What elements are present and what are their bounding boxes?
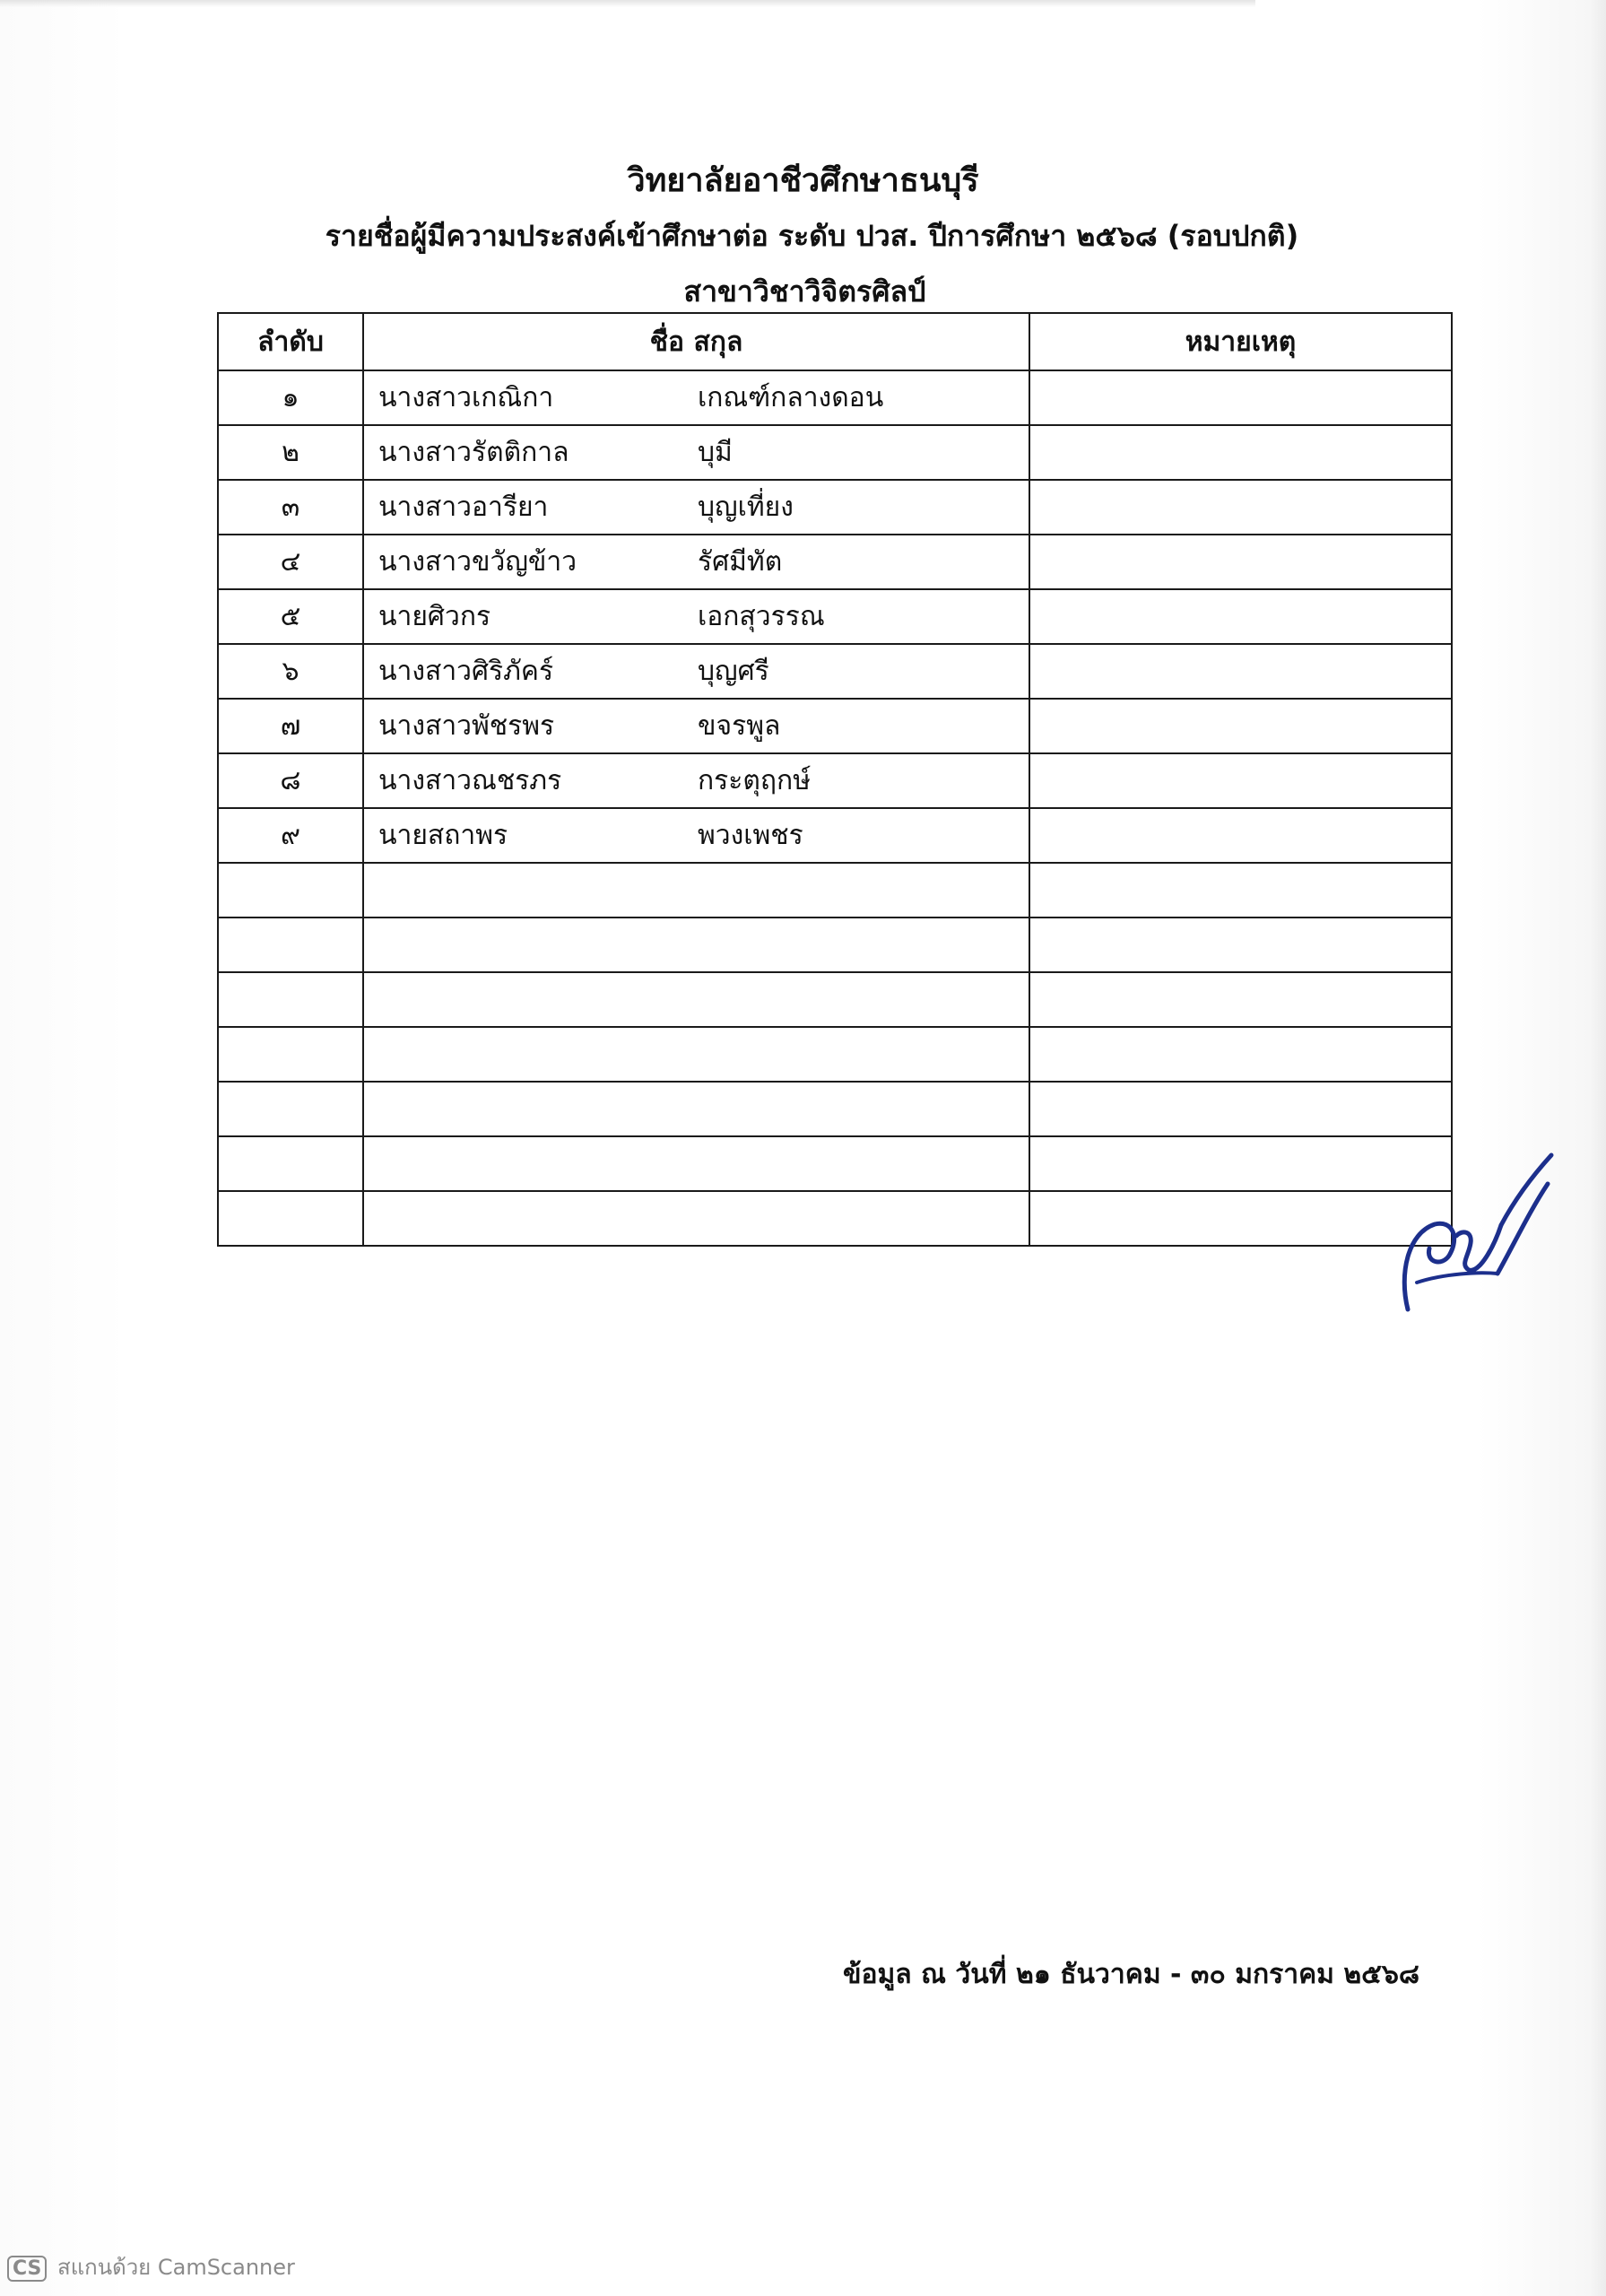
first-name: นายศิวกร xyxy=(378,601,491,632)
row-number: ๓ xyxy=(218,480,363,535)
row-name xyxy=(363,370,1029,425)
empty-cell xyxy=(1029,863,1452,918)
empty-table-row xyxy=(218,863,1452,918)
row-note xyxy=(1029,753,1452,808)
first-name: นางสาวพัชรพร xyxy=(378,710,555,742)
empty-table-row xyxy=(218,1136,1452,1191)
first-name: นางสาวอารียา xyxy=(378,491,549,523)
row-name xyxy=(363,644,1029,699)
camscanner-text: สแกนด้วย CamScanner xyxy=(57,2255,295,2280)
signature-mark xyxy=(1363,1139,1569,1327)
row-note xyxy=(1029,644,1452,699)
empty-table-row xyxy=(218,1191,1452,1246)
first-name: นางสาวรัตติกาล xyxy=(378,437,569,468)
row-name xyxy=(363,535,1029,589)
row-note xyxy=(1029,425,1452,480)
table-row xyxy=(218,699,1452,753)
empty-cell xyxy=(363,918,1029,972)
row-note xyxy=(1029,480,1452,535)
last-name: รัศมีทัต xyxy=(698,546,783,578)
empty-cell xyxy=(363,1191,1029,1246)
last-name: เอกสุวรรณ xyxy=(698,601,825,632)
last-name: บุญเที่ยง xyxy=(698,491,794,523)
table-row xyxy=(218,589,1452,644)
row-name xyxy=(363,425,1029,480)
row-number: ๔ xyxy=(218,535,363,589)
table-row xyxy=(218,425,1452,480)
last-name: เกณฑ์กลางดอน xyxy=(698,382,884,413)
last-name: ขจรพูล xyxy=(698,710,781,742)
row-note xyxy=(1029,589,1452,644)
first-name: นางสาวขวัญข้าว xyxy=(378,546,577,578)
table-row xyxy=(218,370,1452,425)
row-note xyxy=(1029,370,1452,425)
row-note xyxy=(1029,699,1452,753)
empty-cell xyxy=(218,1082,363,1136)
empty-cell xyxy=(363,1027,1029,1082)
empty-cell xyxy=(1029,1027,1452,1082)
header-no: ลำดับ xyxy=(218,313,363,370)
row-name xyxy=(363,699,1029,753)
empty-cell xyxy=(363,972,1029,1027)
row-note xyxy=(1029,535,1452,589)
first-name: นางสาวศิริภัคร์ xyxy=(378,656,554,687)
empty-table-row xyxy=(218,918,1452,972)
scan-right-edge xyxy=(1590,0,1606,2296)
row-name xyxy=(363,753,1029,808)
applicant-table xyxy=(217,312,1453,1247)
row-note xyxy=(1029,808,1452,863)
empty-cell xyxy=(218,918,363,972)
row-number: ๗ xyxy=(218,699,363,753)
first-name: นางสาวณชรภร xyxy=(378,765,562,796)
empty-cell xyxy=(218,1136,363,1191)
empty-cell xyxy=(218,972,363,1027)
row-name xyxy=(363,589,1029,644)
table-header-row xyxy=(218,313,1452,370)
table-row xyxy=(218,535,1452,589)
row-number: ๙ xyxy=(218,808,363,863)
table-row xyxy=(218,753,1452,808)
empty-table-row xyxy=(218,1082,1452,1136)
empty-cell xyxy=(218,1027,363,1082)
table-row xyxy=(218,644,1452,699)
list-title: รายชื่อผู้มีความประสงค์เข้าศึกษาต่อ ระดับ ปวส. ปีการศึกษา ๒๕๖๘ (รอบปกติ) xyxy=(325,219,1299,253)
row-number: ๕ xyxy=(218,589,363,644)
empty-cell xyxy=(218,1191,363,1246)
empty-cell xyxy=(363,863,1029,918)
row-number: ๒ xyxy=(218,425,363,480)
header-note: หมายเหตุ xyxy=(1029,313,1452,370)
row-number: ๑ xyxy=(218,370,363,425)
last-name: กระตุฤกษ์ xyxy=(698,765,811,796)
institution-title: วิทยาลัยอาชีวศึกษาธนบุรี xyxy=(627,162,979,199)
row-name xyxy=(363,808,1029,863)
camscanner-watermark xyxy=(7,2249,295,2284)
last-name: บุมี xyxy=(698,437,733,468)
first-name: นายสถาพร xyxy=(378,820,508,851)
empty-table-row xyxy=(218,1027,1452,1082)
row-number: ๖ xyxy=(218,644,363,699)
table-row xyxy=(218,480,1452,535)
empty-cell xyxy=(1029,918,1452,972)
row-number: ๘ xyxy=(218,753,363,808)
table-body xyxy=(218,370,1452,1246)
empty-cell xyxy=(218,863,363,918)
empty-cell xyxy=(1029,1082,1452,1136)
data-date-note: ข้อมูล ณ วันที่ ๒๑ ธันวาคม - ๓๐ มกราคม ๒๕๖๘ xyxy=(843,1959,1420,1990)
header-name: ชื่อ สกุล xyxy=(363,313,1029,370)
camscanner-badge: CS xyxy=(7,2256,47,2282)
row-name xyxy=(363,480,1029,535)
last-name: บุญศรี xyxy=(698,656,769,687)
table-row xyxy=(218,808,1452,863)
last-name: พวงเพชร xyxy=(698,820,803,851)
empty-cell xyxy=(363,1082,1029,1136)
department-title: สาขาวิชาวิจิตรศิลป์ xyxy=(683,274,926,309)
empty-table-row xyxy=(218,972,1452,1027)
empty-cell xyxy=(1029,972,1452,1027)
empty-cell xyxy=(363,1136,1029,1191)
first-name: นางสาวเกณิกา xyxy=(378,382,554,413)
scan-top-edge xyxy=(0,0,1255,7)
